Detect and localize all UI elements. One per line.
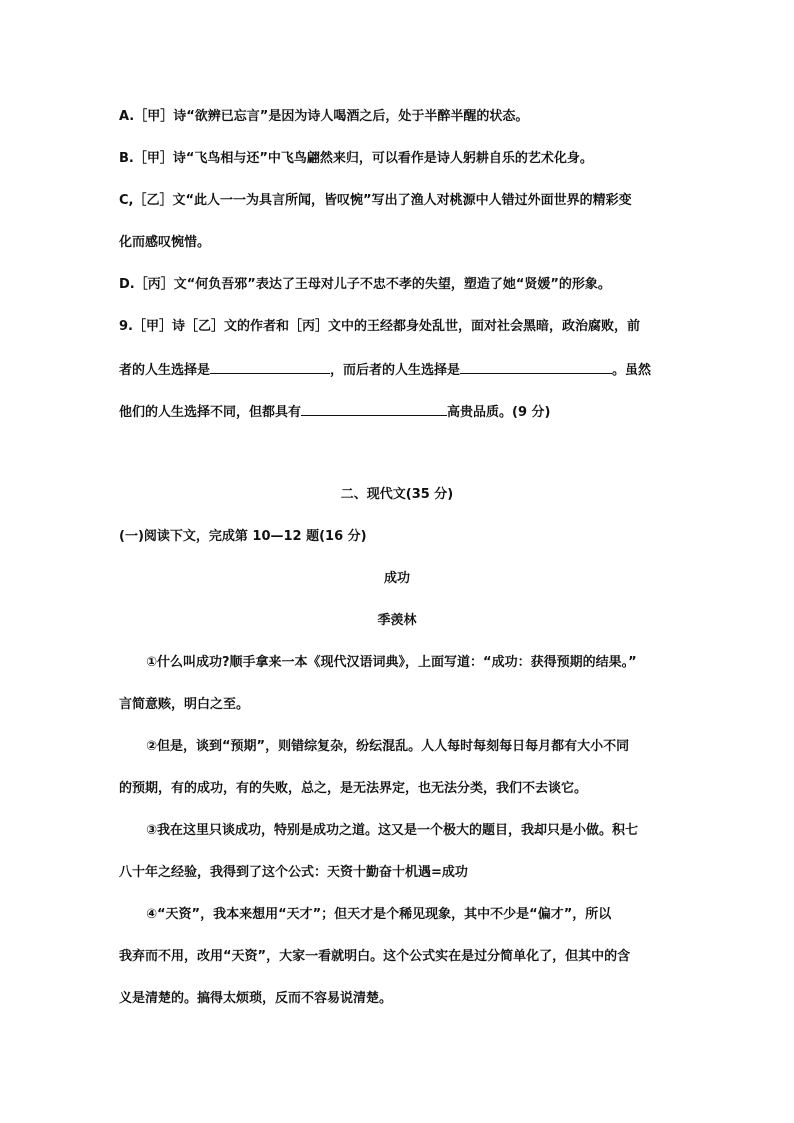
- article-author: 季羡林: [377, 613, 417, 628]
- paragraph-1-line-1: ①什么叫成功?顺手拿来一本《现代汉语词典》，上面写道：“成功：获得预期的结果。”: [146, 655, 637, 670]
- question-9-text: 高贵品质。(9 分): [447, 405, 551, 420]
- option-c-line-2: 化而感叹惋惜。: [119, 235, 211, 250]
- paragraph-2-line-1: ②但是，谈到“预期”，则错综复杂，纷纭混乱。人人每时每刻每日每月都有大小不同: [146, 739, 630, 754]
- paragraph-2-line-2: 的预期，有的成功，有的失败，总之，是无法界定，也无法分类，我们不去谈它。: [119, 781, 588, 796]
- answer-blank-3[interactable]: [301, 403, 447, 416]
- option-c-line-1: C,［乙］文“此人一一为具言所闻，皆叹惋”写出了渔人对桃源中人错过外面世界的精彩变: [119, 193, 632, 208]
- question-9-text: 者的人生选择是: [119, 363, 211, 378]
- option-b: B.［甲］诗“飞鸟相与还”中飞鸟翩然来归，可以看作是诗人躬耕自乐的艺术化身。: [119, 151, 593, 166]
- paragraph-4-line-2: 我弃而不用，改用“天资”，大家一看就明白。这个公式实在是过分简单化了，但其中的含: [119, 949, 631, 964]
- question-9-text: 他们的人生选择不同，但都具有: [119, 405, 302, 420]
- paragraph-4-line-1: ④“天资”，我本来想用“天才”；但天才是个稀见现象，其中不少是“偏才”，所以: [146, 907, 612, 922]
- paragraph-1-line-2: 言简意赅，明白之至。: [119, 697, 250, 712]
- section-instruction: (一)阅读下文，完成第 10—12 题(16 分): [119, 529, 367, 544]
- question-9-line-3: [119, 403, 550, 421]
- paragraph-3-line-1: ③我在这里只谈成功，特别是成功之道。这又是一个极大的题目，我却只是小做。积七: [146, 823, 639, 838]
- question-9-text: 。虽然: [612, 363, 652, 378]
- option-a: A.［甲］诗“欲辨已忘言”是因为诗人喝酒之后，处于半醉半醒的状态。: [119, 109, 529, 124]
- paragraph-3-line-2: 八十年之经验，我得到了这个公式：天资十勤奋十机遇=成功: [119, 865, 468, 880]
- answer-blank-1[interactable]: [210, 361, 330, 374]
- question-9-text: ，而后者的人生选择是: [330, 363, 461, 378]
- section-heading: 二、现代文(35 分): [340, 487, 454, 502]
- answer-blank-2[interactable]: [460, 361, 612, 374]
- article-title: 成功: [383, 571, 410, 586]
- question-9-line-1: 9.［甲］诗［乙］文的作者和［丙］文中的王经都身处乱世，面对社会黑暗，政治腐败，前: [119, 319, 640, 334]
- option-d: D.［丙］文“何负吾邪”表达了王母对儿子不忠不孝的失望，塑造了她“贤媛”的形象。: [119, 277, 611, 292]
- paragraph-4-line-3: 义是清楚的。搞得太烦琐，反而不容易说清楚。: [119, 991, 393, 1006]
- question-9-line-2: [119, 361, 651, 379]
